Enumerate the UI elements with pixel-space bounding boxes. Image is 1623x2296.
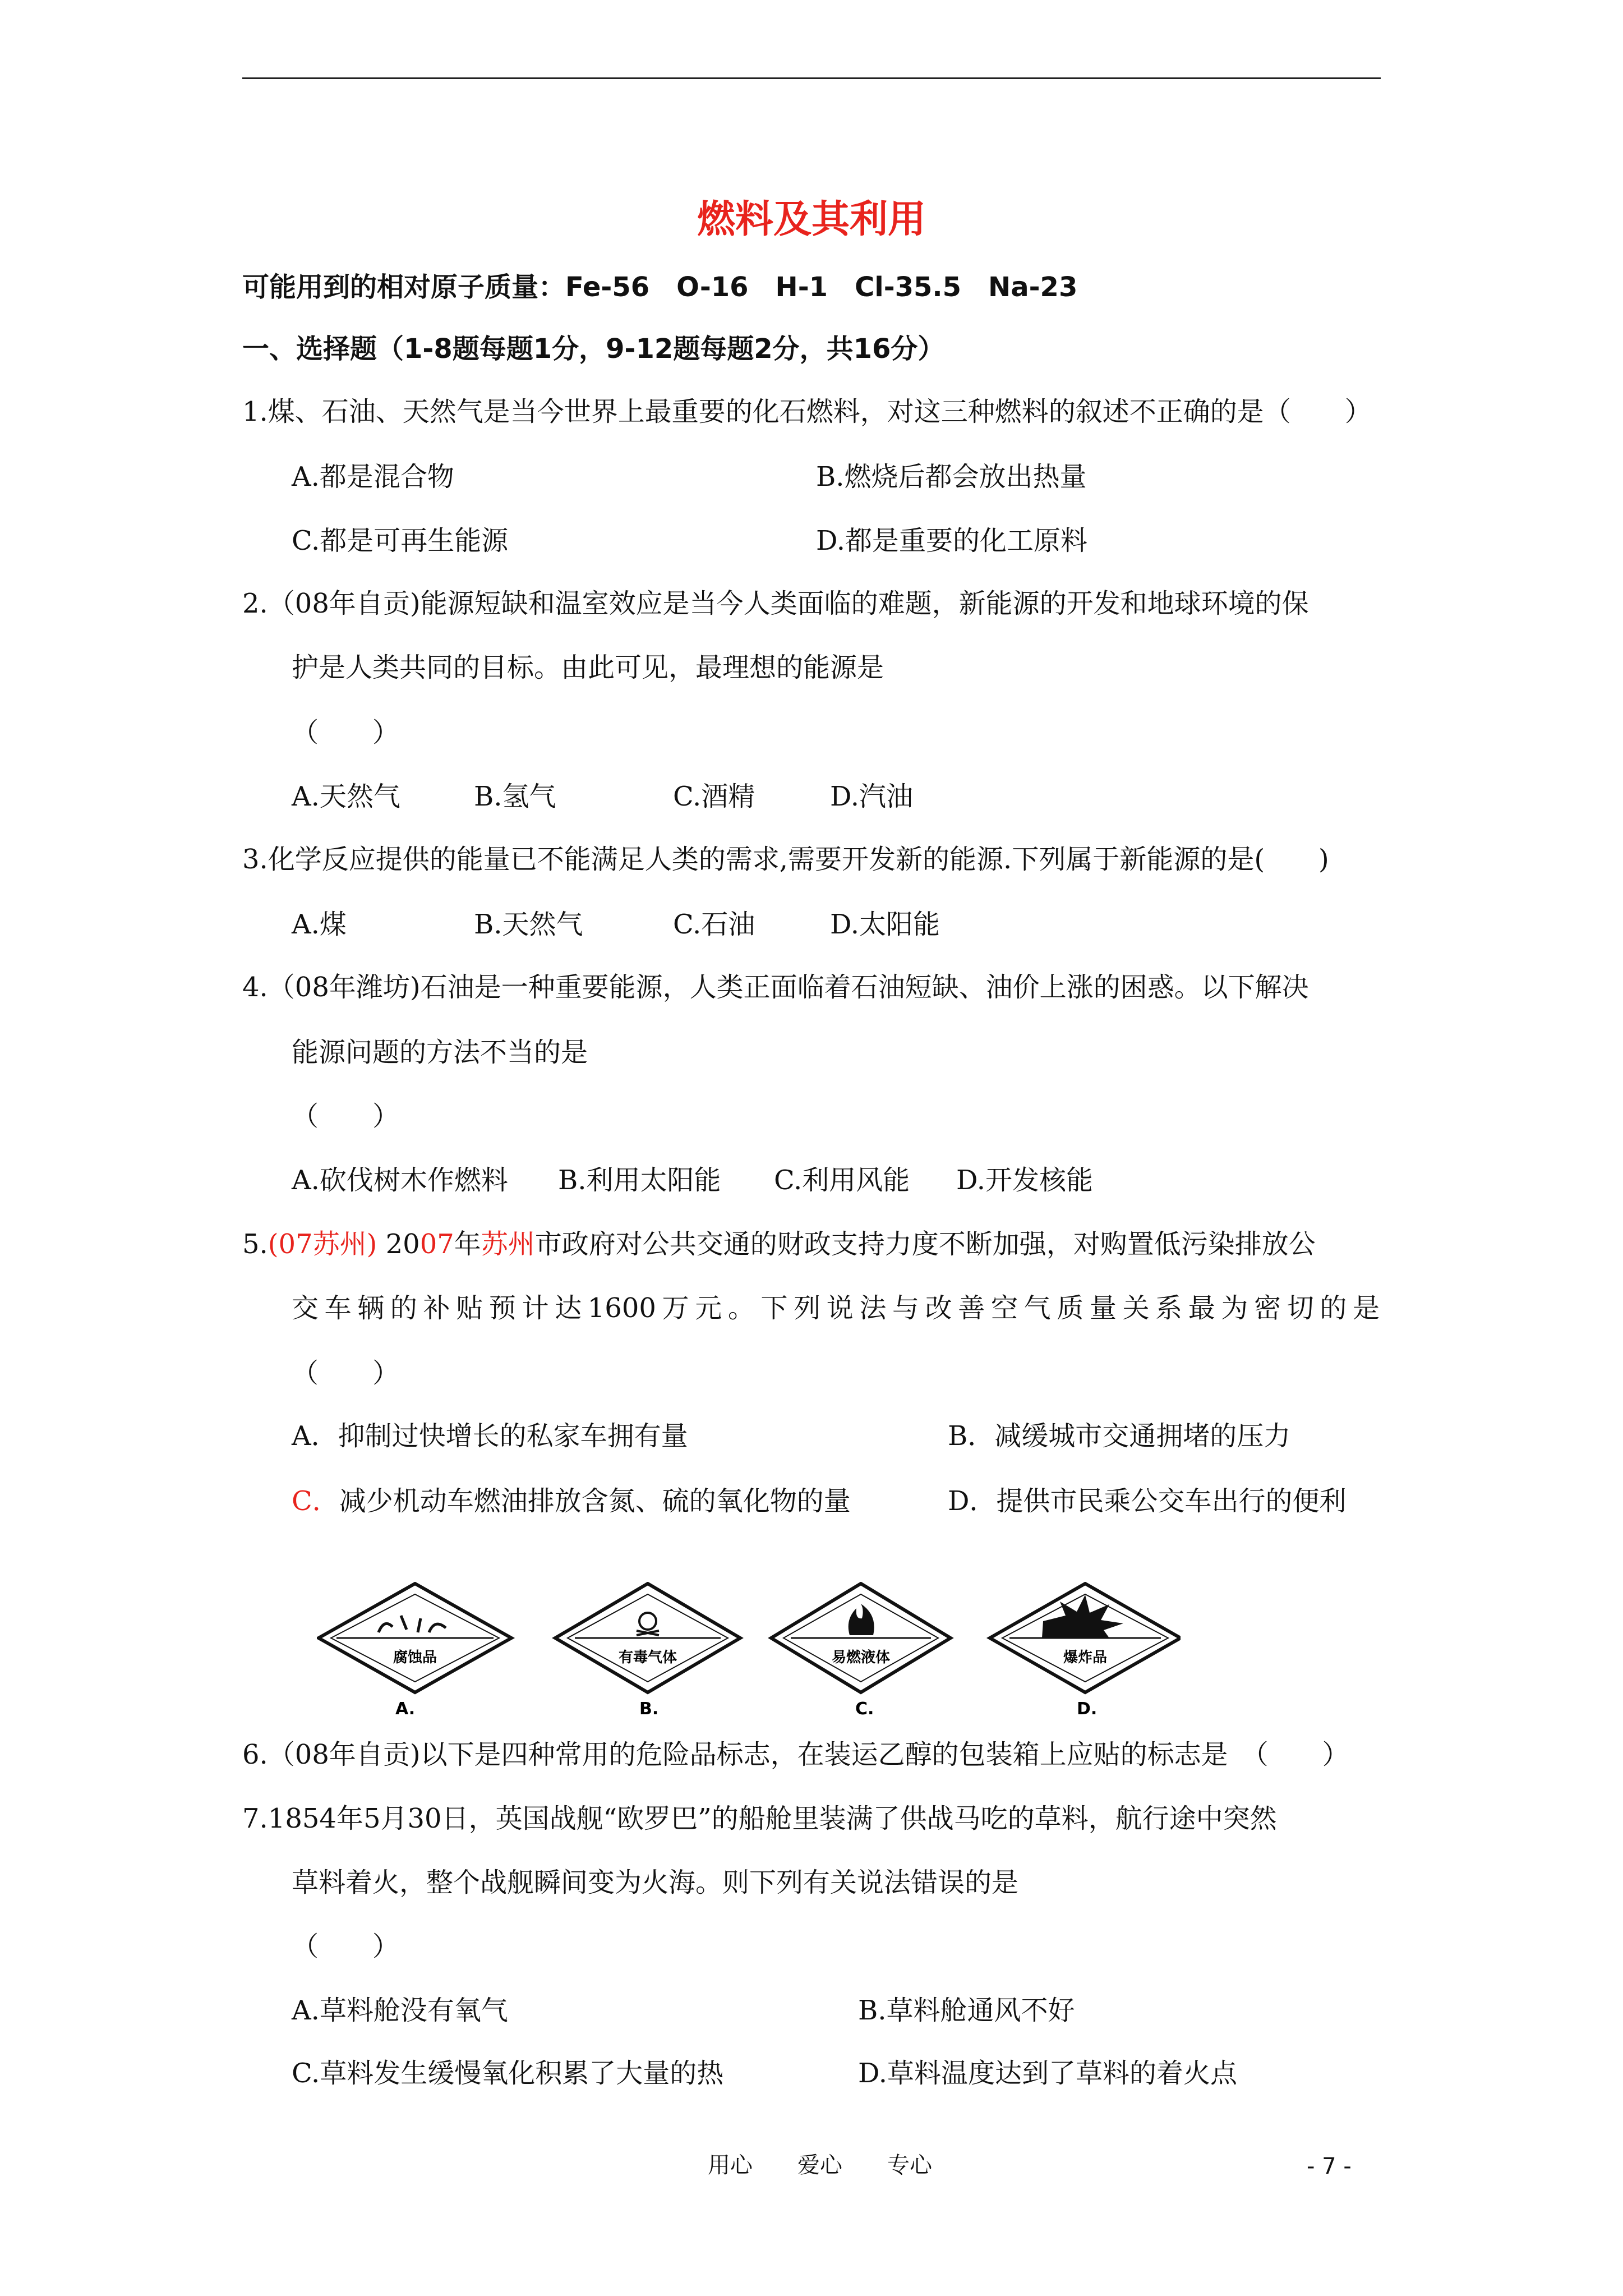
flammable-liquid-label: 易燃液体 [831,1649,891,1666]
q5-option-d: D．提供市民乘公交车出行的便利 [948,1485,1347,1517]
corrosive-sign [319,1584,511,1719]
q1-option-a: A.都是混合物 [292,461,454,493]
toxic-gas-sign [555,1584,740,1719]
question-5-line1 [242,1227,1316,1261]
section-heading: 一、选择题（1-8题每题1分，9-12题每题2分，共16分） [242,333,945,365]
question-5-line2: 交车辆的补贴预计达1600万元。下列说法与改善空气质量关系最为密切的是 [292,1292,1380,1324]
question-2-line2: 护是人类共同的目标。由此可见，最理想的能源是 [292,652,884,683]
q5-option-c-text: 减少机动车燃油排放含氮、硫的氧化物的量 [339,1485,851,1517]
q7-option-c: C.草料发生缓慢氧化积累了大量的热 [292,2058,724,2089]
toxic-gas-label: 有毒气体 [618,1649,677,1666]
q3-option-a: A.煤 [292,909,347,940]
sign-b-letter: B. [639,1699,659,1719]
corrosive-label: 腐蚀品 [393,1649,437,1666]
question-2-line1: 2.（08年自贡)能源短缺和温室效应是当今人类面临的难题，新能源的开发和地球环境的保 [242,588,1309,619]
explosive-label: 爆炸品 [1063,1649,1108,1666]
question-6-stem: 6.（08年自贡)以下是四种常用的危险品标志，在装运乙醇的包装箱上应贴的标志是 （ ） [242,1739,1349,1770]
question-7-line1: 7.1854年5月30日，英国战舰“欧罗巴”的船舱里装满了供战马吃的草料，航行途中突然 [242,1803,1277,1834]
q5-option-a: A．抑制过快增长的私家车拥有量 [292,1420,688,1452]
question-5-text-part: 20 [385,1228,420,1260]
question-5-text-part: 市政府对公共交通的财政支持力度不断加强，对购置低污染排放公 [534,1228,1316,1260]
question-3-stem: 3.化学反应提供的能量已不能满足人类的需求,需要开发新的能源.下列属于新能源的是( ) [242,844,1329,875]
q4-option-d: D.开发核能 [956,1165,1094,1196]
question-2-answer-paren: （ ） [292,717,400,748]
flammable-liquid-sign [771,1584,951,1719]
q5-option-c-letter: C． [292,1485,339,1517]
q3-option-d: D.太阳能 [830,909,940,940]
q3-option-b: B.天然气 [474,909,583,940]
q2-option-c: C.酒精 [673,781,755,812]
q4-option-a: A.砍伐树木作燃料 [292,1165,508,1196]
q1-option-d: D.都是重要的化工原料 [816,525,1088,556]
page-title: 燃料及其利用 [697,197,926,242]
q4-option-b: B.利用太阳能 [558,1165,721,1196]
footer-motto: 用心 爱心 专心 [708,2152,932,2178]
q4-option-c: C.利用风能 [774,1165,910,1196]
q7-option-a: A.草料舱没有氧气 [292,1995,508,2026]
explosive-sign [990,1584,1181,1719]
q5-option-b: B．减缓城市交通拥堵的压力 [948,1420,1291,1452]
q7-option-b: B.草料舱通风不好 [858,1995,1075,2026]
q5-option-c [292,1484,851,1518]
question-5-answer-paren: （ ） [292,1358,400,1389]
hazard-signs-figure [317,1582,1181,1722]
q1-option-b: B.燃烧后都会放出热量 [816,461,1087,493]
header-rule [242,77,1381,79]
question-7-line2: 草料着火，整个战舰瞬间变为火海。则下列有关说法错误的是 [292,1867,1019,1898]
q1-option-c: C.都是可再生能源 [292,525,509,556]
question-5-source-tag: (07苏州) [268,1228,377,1260]
page-number: - 7 - [1307,2154,1352,2179]
question-4-line1: 4.（08年潍坊)石油是一种重要能源，人类正面临着石油短缺、油价上涨的困惑。以下解决 [242,972,1309,1003]
question-4-answer-paren: （ ） [292,1101,400,1132]
question-7-answer-paren: （ ） [292,1931,400,1962]
q2-option-b: B.氢气 [474,781,556,812]
q2-option-d: D.汽油 [830,781,914,812]
question-4-line2: 能源问题的方法不当的是 [292,1037,588,1068]
sign-c-letter: C. [855,1699,874,1719]
sign-a-letter: A. [395,1699,416,1719]
question-5-text-part: 07 [419,1228,454,1260]
question-1-stem: 1.煤、石油、天然气是当今世界上最重要的化石燃料，对这三种燃料的叙述不正确的是（ ） [242,396,1372,427]
question-5-text-part: 苏州 [481,1228,535,1260]
sign-d-letter: D. [1077,1699,1098,1719]
q7-option-d: D.草料温度达到了草料的着火点 [858,2058,1238,2089]
question-5-text-part: 年 [454,1228,481,1260]
atomic-masses: 可能用到的相对原子质量：Fe-56 O-16 H-1 Cl-35.5 Na-23 [242,272,1078,303]
q2-option-a: A.天然气 [292,781,400,812]
question-5-number: 5. [242,1228,268,1260]
q3-option-c: C.石油 [673,909,755,940]
